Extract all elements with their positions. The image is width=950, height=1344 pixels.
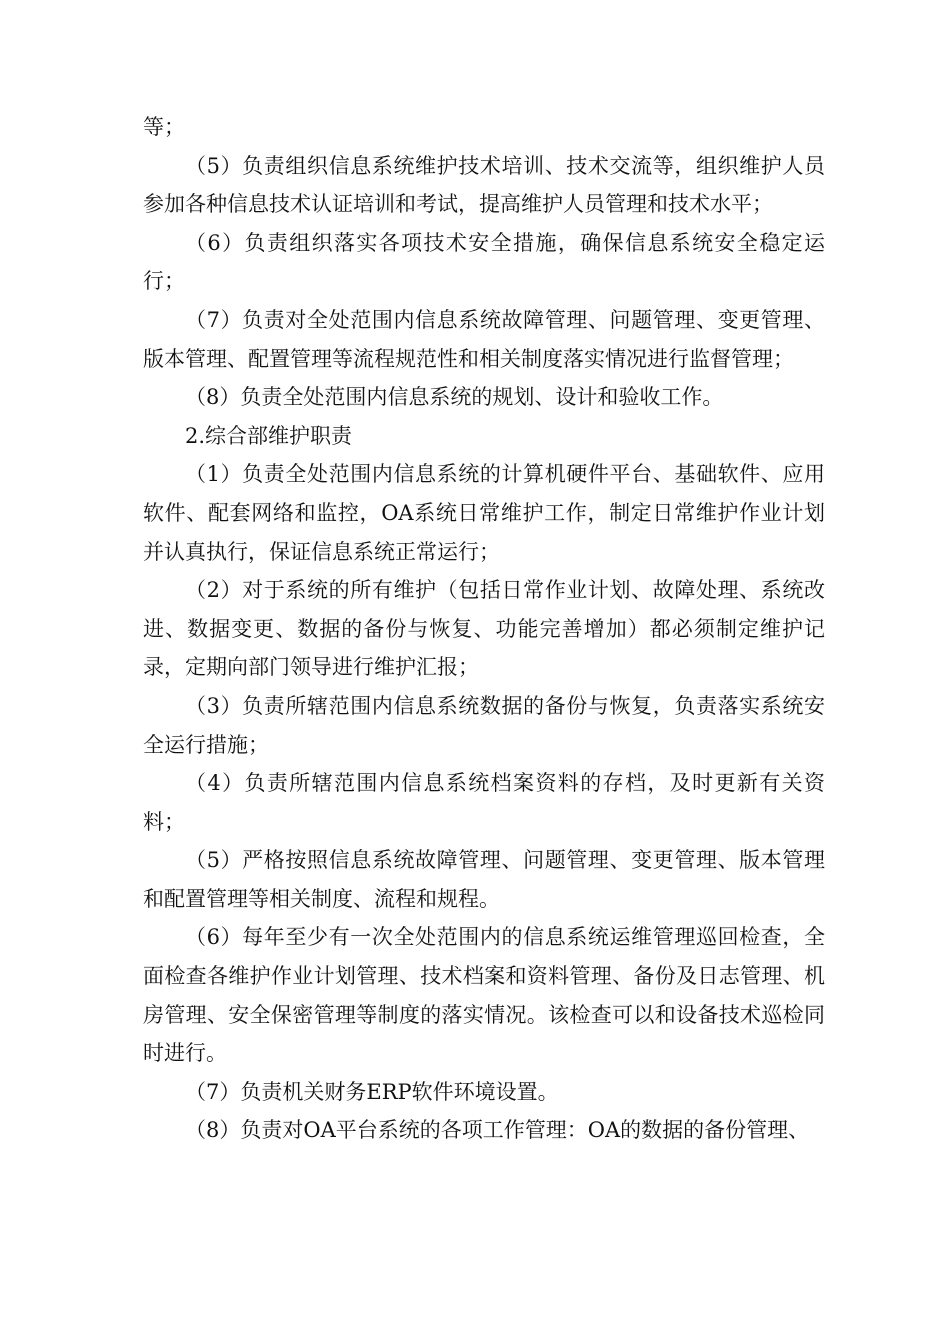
section-heading: 2.综合部维护职责 [185,423,353,448]
document-body [143,108,825,1150]
paragraph-dept-duty-8: （8）负责对OA平台系统的各项工作管理：OA的数据的备份管理、 [185,1118,810,1143]
paragraph-dept-duty-5: （5）严格按照信息系统故障管理、问题管理、变更管理、版本管理和配置管理等相关制度、流程和规程。 [143,848,825,911]
paragraph-dept-duty-2: （2）对于系统的所有维护（包括日常作业计划、故障处理、系统改进、数据变更、数据的备份与恢复、功能完善增加）都必须制定维护记录，定期向部门领导进行维护汇报； [143,578,825,680]
paragraph-dept-duty-3: （3）负责所辖范围内信息系统数据的备份与恢复，负责落实系统安全运行措施； [143,693,825,757]
paragraph-duty-6: （6）负责组织落实各项技术安全措施，确保信息系统安全稳定运行； [143,230,825,294]
paragraph-dept-duty-1: （1）负责全处范围内信息系统的计算机硬件平台、基础软件、应用软件、配套网络和监控，OA系统日常维护工作，制定日常维护作业计划并认真执行，保证信息系统正常运行； [143,462,825,564]
paragraph-duty-8: （8）负责全处范围内信息系统的规划、设计和验收工作。 [185,385,724,410]
paragraph-dept-duty-7: （7）负责机关财务ERP软件环境设置。 [185,1079,559,1104]
paragraph-duty-5: （5）负责组织信息系统维护技术培训、技术交流等，组织维护人员参加各种信息技术认证培训和考试，提高维护人员管理和技术水平； [143,153,825,217]
paragraph-dept-duty-4: （4）负责所辖范围内信息系统档案资料的存档，及时更新有关资料； [143,771,825,834]
paragraph-duty-7: （7）负责对全处范围内信息系统故障管理、问题管理、变更管理、版本管理、配置管理等流程规范性和相关制度落实情况进行监督管理； [143,307,825,371]
paragraph-continuation: 等； [143,115,185,139]
paragraph-dept-duty-6: （6）每年至少有一次全处范围内的信息系统运维管理巡回检查，全面检查各维护作业计划管理、技术档案和资料管理、备份及日志管理、机房管理、安全保密管理等制度的落实情况。该检查可以和设备技术巡检同时进行。 [143,925,825,1066]
